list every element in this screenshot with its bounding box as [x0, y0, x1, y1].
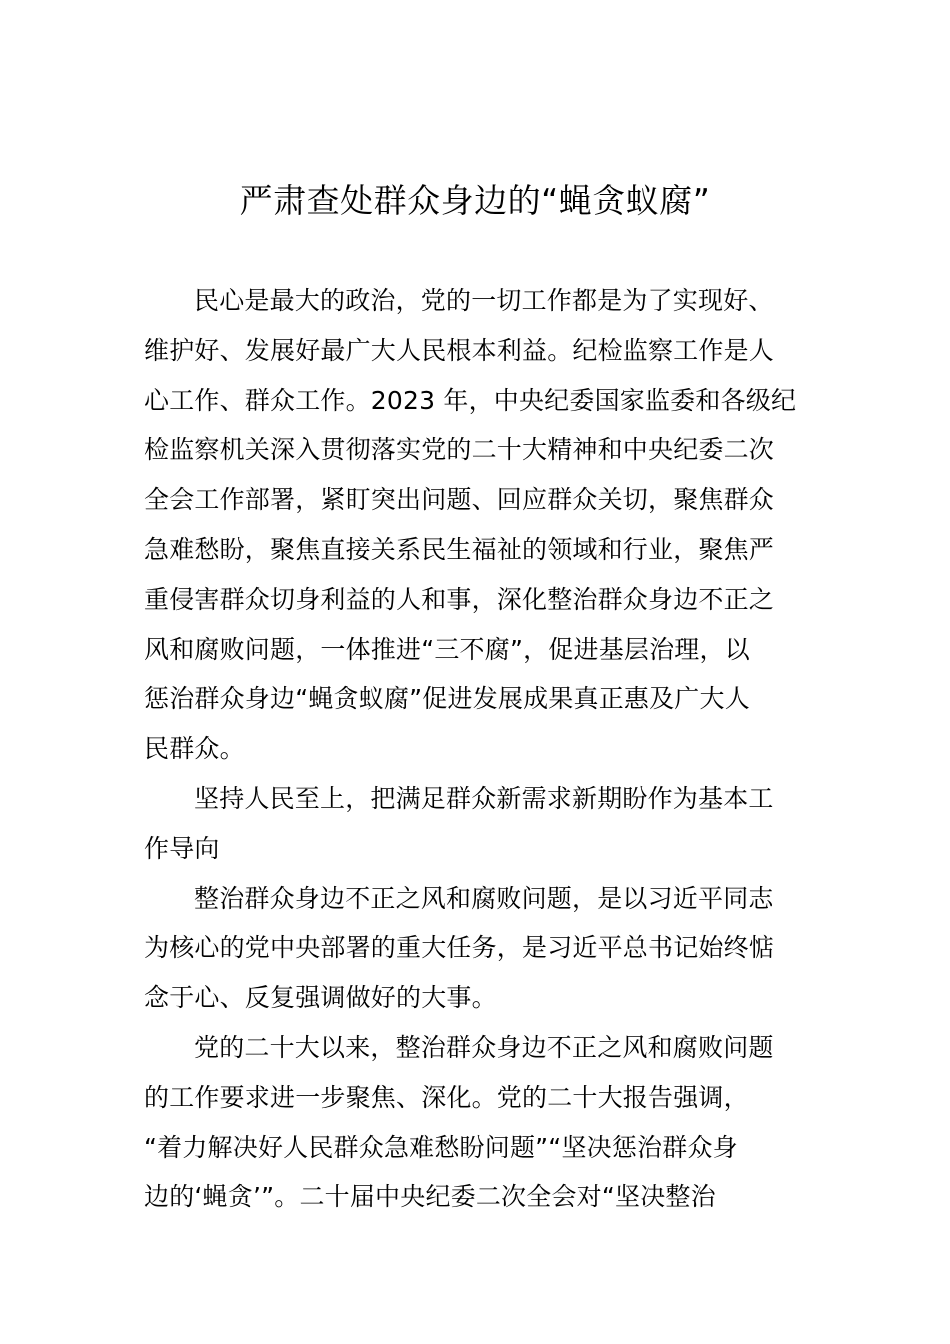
text-line: 维护好、发展好最广大人民根本利益。纪检监察工作是人: [144, 335, 775, 365]
text-line: 坚持人民至上，把满足群众新需求新期盼作为基本工: [194, 783, 774, 813]
text-line: 念于心、反复强调做好的大事。: [144, 983, 497, 1013]
paragraph-4: [144, 1023, 810, 1222]
document-title: 严肃查处群众身边的“蝇贪蚁腐”: [239, 181, 711, 220]
text-line: 边的‘蝇贪’”。二十届中央纪委二次全会对“坚决整治: [144, 1182, 716, 1212]
text-line: 重侵害群众切身利益的人和事，深化整治群众身边不正之: [144, 584, 775, 614]
paragraph-1: [144, 276, 810, 774]
document-body: [144, 276, 810, 1222]
text-line: 民心是最大的政治，党的一切工作都是为了实现好、: [194, 286, 774, 315]
text-line: 整治群众身边不正之风和腐败问题，是以习近平同志: [194, 883, 774, 913]
text-line: 的工作要求进一步聚焦、深化。党的二十大报告强调，: [144, 1082, 749, 1112]
text-line: 心工作、群众工作。2023 年，中央纪委国家监委和各级纪: [144, 385, 797, 415]
text-line: 风和腐败问题，一体推进“三不腐”，促进基层治理，以: [144, 634, 750, 664]
text-line: 检监察机关深入贯彻落实党的二十大精神和中央纪委二次: [144, 435, 775, 465]
text-line: 党的二十大以来，整治群众身边不正之风和腐败问题: [194, 1032, 774, 1062]
text-line: 全会工作部署，紧盯突出问题、回应群众关切，聚焦群众: [144, 485, 775, 515]
text-line: 民群众。: [144, 734, 245, 764]
paragraph-3: [144, 874, 810, 1023]
text-line: “着力解决好人民群众急难愁盼问题”“坚决惩治群众身: [144, 1132, 738, 1162]
paragraph-2: [144, 774, 810, 874]
text-line: 作导向: [144, 833, 220, 863]
text-line: 为核心的党中央部署的重大任务，是习近平总书记始终惦: [144, 933, 775, 963]
text-line: 急难愁盼，聚焦直接关系民生福祉的领域和行业，聚焦严: [144, 534, 775, 564]
text-line: 惩治群众身边“蝇贪蚁腐”促进发展成果真正惠及广大人: [144, 684, 750, 714]
